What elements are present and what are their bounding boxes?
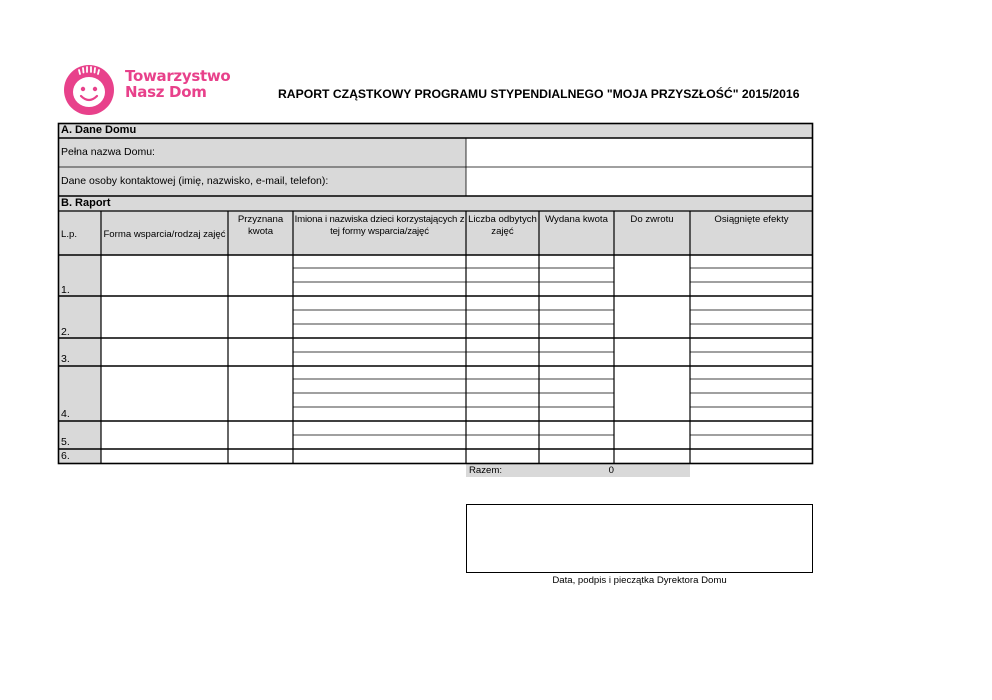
contact-person-field[interactable] [467, 168, 812, 195]
column-header-zwrot: Do zwrotu [630, 214, 674, 225]
row-number: 3. [61, 353, 70, 365]
column-header-wydana: Wydana kwota [545, 214, 608, 225]
row-number: 6. [61, 450, 70, 462]
logo-line-2: Nasz Dom [125, 83, 207, 101]
contact-person-label: Dane osoby kontaktowej (imię, nazwisko, e-mail, telefon): [61, 175, 329, 187]
row-number: 2. [61, 326, 70, 338]
column-header-liczba: Liczba odbytych zajęć [468, 214, 537, 237]
column-header-imiona: Imiona i nazwiska dzieci korzystających z tej formy wsparcia/zajęć [294, 214, 465, 237]
razem-label: Razem: [469, 465, 503, 476]
razem-value: 0 [608, 465, 614, 476]
logo-line-1: Towarzystwo [125, 67, 231, 85]
row-number: 5. [61, 436, 70, 448]
page-title: RAPORT CZĄSTKOWY PROGRAMU STYPENDIALNEGO "MOJA PRZYSZŁOŚĆ" 2015/2016 [278, 87, 800, 101]
home-name-field[interactable] [467, 139, 812, 166]
signature-caption: Data, podpis i pieczątka Dyrektora Domu [552, 575, 727, 586]
column-header-kwota: Przyznana kwota [237, 214, 284, 237]
column-header-efekty: Osiągnięte efekty [714, 214, 789, 225]
column-header-lp: L.p. [61, 229, 78, 240]
row-number: 1. [61, 284, 70, 296]
home-name-label: Pełna nazwa Domu: [61, 146, 155, 158]
column-header-forma: Forma wsparcia/rodzaj zajęć [103, 229, 226, 240]
row-number: 4. [61, 408, 70, 420]
signature-box[interactable] [467, 505, 812, 572]
section-b-title: B. Raport [61, 197, 111, 209]
section-a-title: A. Dane Domu [61, 124, 137, 136]
